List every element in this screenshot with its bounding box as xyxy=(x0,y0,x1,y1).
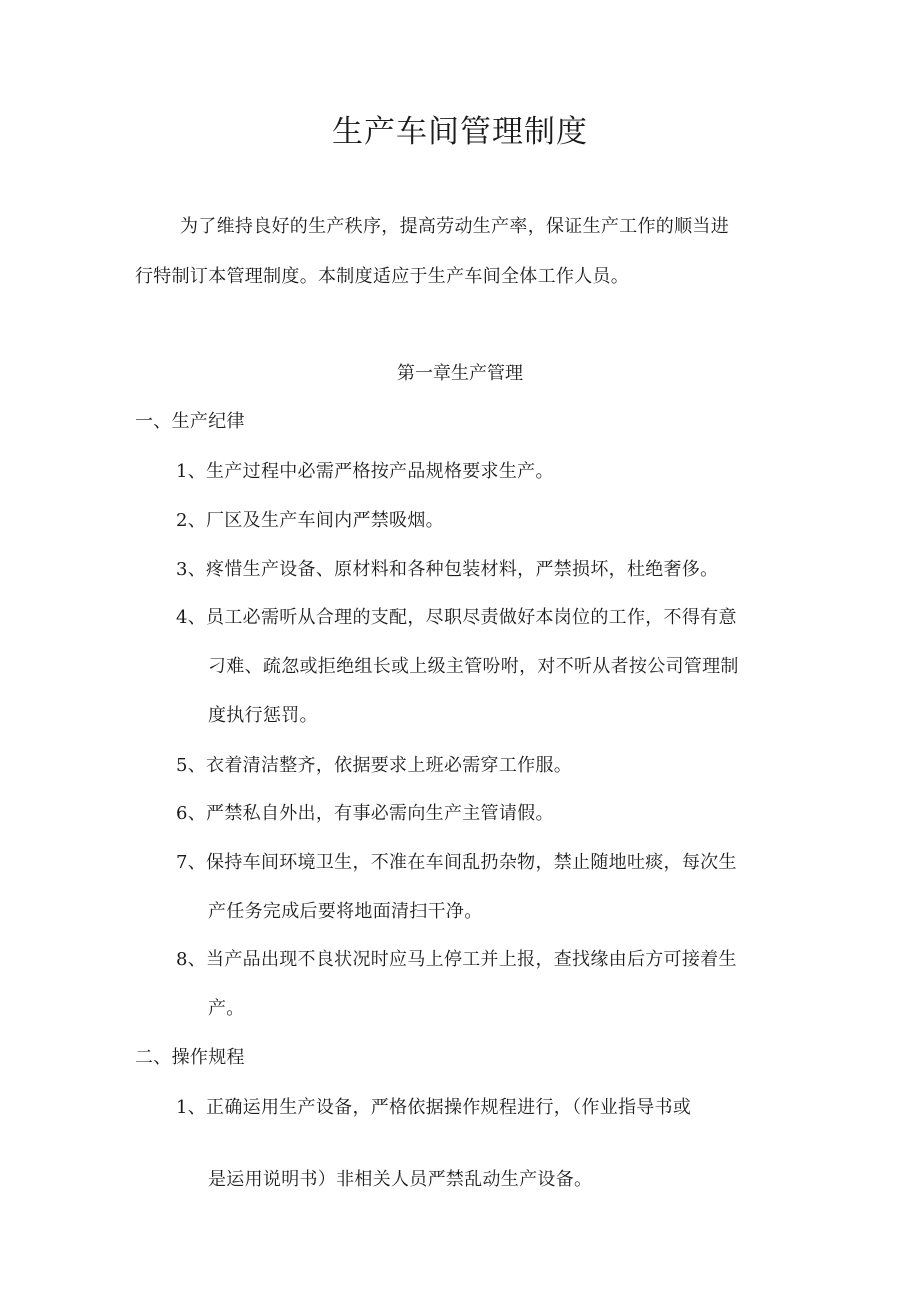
list-item-2: 2、厂区及生产车间内严禁吸烟。 xyxy=(176,510,444,531)
section-heading-operating-procedures: 二、操作规程 xyxy=(135,1047,245,1068)
chapter-heading: 第一章生产管理 xyxy=(397,363,523,384)
list-item-7-line-1: 7、保持车间环境卫生，不准在车间乱扔杂物，禁止随地吐痰，每次生 xyxy=(176,852,737,873)
list-item-7-line-2: 产任务完成后要将地面清扫干净。 xyxy=(208,901,483,922)
document-title: 生产车间管理制度 xyxy=(332,114,588,150)
operating-item-1-line-2: 是运用说明书）非相关人员严禁乱动生产设备。 xyxy=(208,1169,593,1190)
list-item-1: 1、生产过程中必需严格按产品规格要求生产。 xyxy=(176,461,554,482)
intro-paragraph-line-2: 行特制订本管理制度。本制度适应于生产车间全体工作人员。 xyxy=(135,266,630,287)
list-item-8-line-2: 产。 xyxy=(208,998,245,1019)
section-heading-production-discipline: 一、生产纪律 xyxy=(135,411,245,432)
list-item-4-line-1: 4、员工必需听从合理的支配，尽职尽责做好本岗位的工作，不得有意 xyxy=(176,607,737,628)
list-item-4-line-3: 度执行惩罚。 xyxy=(208,705,318,726)
intro-paragraph-line-1: 为了维持良好的生产秩序，提高劳动生产率，保证生产工作的顺当进 xyxy=(180,216,729,237)
operating-item-1-line-1: 1、正确运用生产设备，严格依据操作规程进行，（作业指导书或 xyxy=(176,1097,692,1118)
list-item-4-line-2: 刁难、疏忽或拒绝组长或上级主管吩咐，对不听从者按公司管理制 xyxy=(208,656,739,677)
list-item-5: 5、衣着清洁整齐，依据要求上班必需穿工作服。 xyxy=(176,755,573,776)
list-item-3: 3、疼惜生产设备、原材料和各种包装材料，严禁损坏，杜绝奢侈。 xyxy=(176,559,719,580)
list-item-8-line-1: 8、当产品出现不良状况时应马上停工并上报，查找缘由后方可接着生 xyxy=(176,949,737,970)
list-item-6: 6、严禁私自外出，有事必需向生产主管请假。 xyxy=(176,803,554,824)
